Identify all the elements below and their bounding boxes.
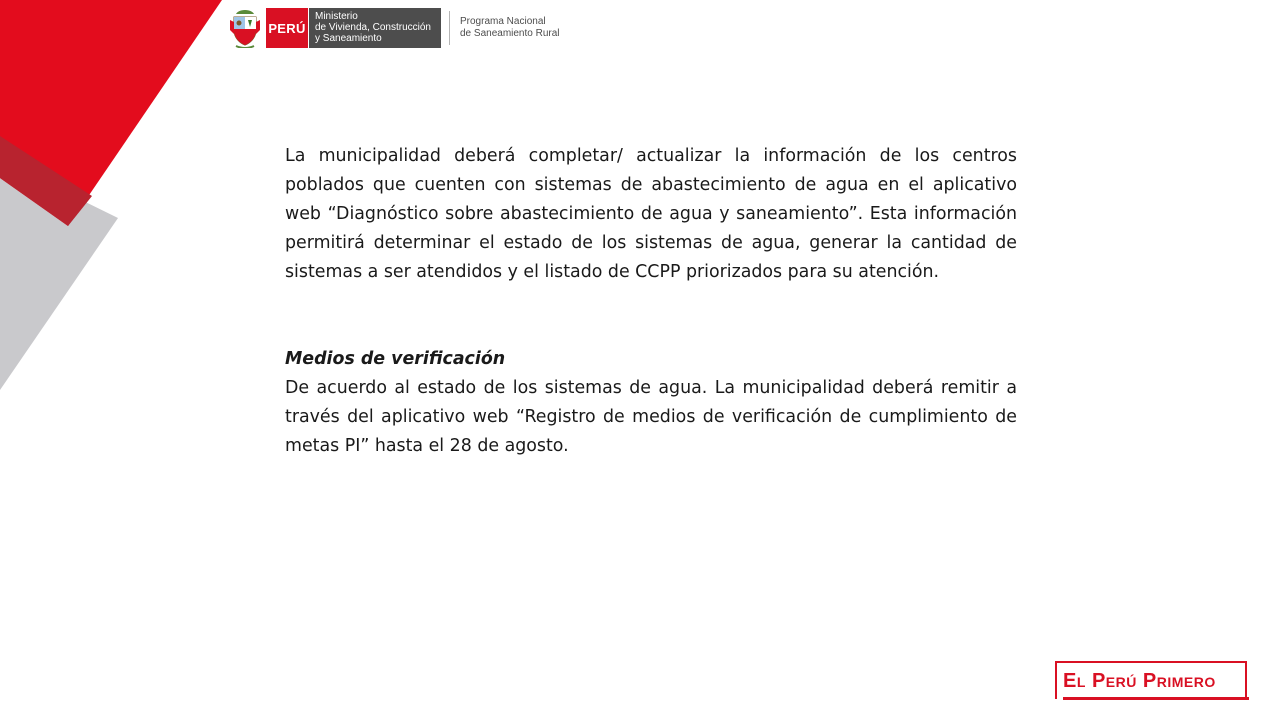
program-line: de Saneamiento Rural — [460, 28, 560, 39]
ministry-line: y Saneamiento — [315, 33, 382, 44]
ministry-line: de Vivienda, Construcción — [315, 22, 431, 33]
program-name — [449, 11, 560, 45]
section-heading: Medios de verificación — [285, 349, 506, 369]
peru-label: PERÚ — [266, 8, 309, 48]
header-logo — [228, 7, 560, 49]
decorative-shapes — [0, 0, 230, 400]
program-line: Programa Nacional — [460, 16, 546, 27]
ministry-name — [309, 8, 441, 48]
coat-of-arms-icon — [228, 8, 262, 48]
paragraph-verificacion: De acuerdo al estado de los sistemas de agua. La municipalidad deberá remitir a través del aplicativo web “Registro de medios de verificación de cumplimiento de metas PI” hasta el 28 de agosto. — [285, 378, 1017, 456]
logo-text: El Perú Primero — [1063, 670, 1216, 692]
el-peru-primero-logo — [1055, 661, 1251, 703]
paragraph-diagnostico: La municipalidad deberá completar/ actualizar la información de los centros poblados que cuenten con sistemas de abastecimiento de agua en el aplicativo web “Diagnóstico sobre abastecimiento de agua y saneamiento”. Esta información permitirá determinar el estado de los sistemas de agua, generar la cantidad de sistemas a ser atendidos y el listado de CCPP priorizados para su atención. — [285, 146, 1017, 282]
body-content — [285, 142, 1017, 461]
ministry-line: Ministerio — [315, 11, 358, 22]
logo-underline — [1063, 697, 1249, 700]
